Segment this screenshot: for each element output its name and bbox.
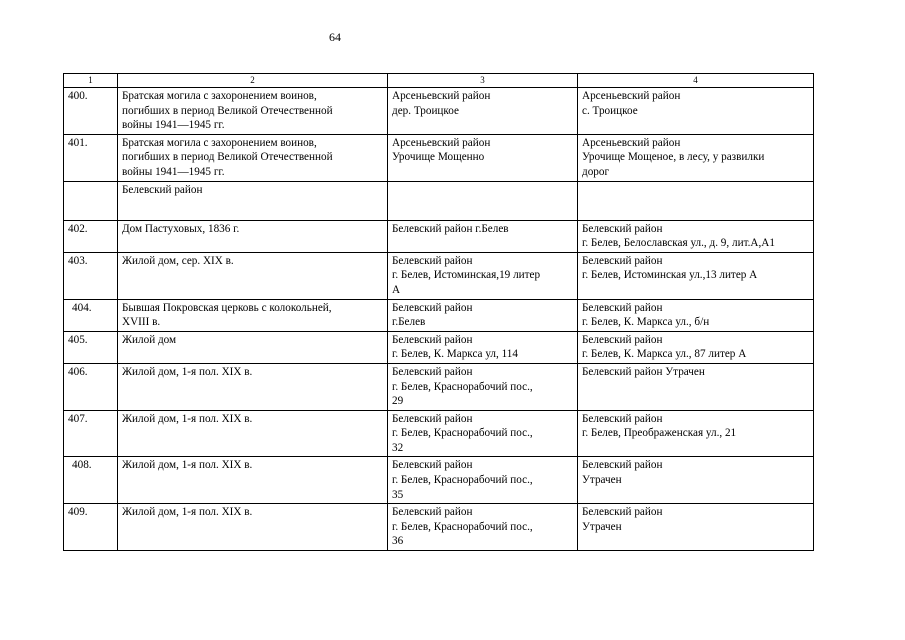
- address-cell: [578, 220, 814, 252]
- row-number: 401.: [64, 134, 118, 181]
- address-cell-line: Белевский район Утрачен: [582, 365, 705, 378]
- address-cell-line: Белевский район: [582, 301, 663, 314]
- monument-name-line: Жилой дом, сер. XIX в.: [122, 254, 234, 267]
- location-cell-line: Урочище Мощенно: [392, 151, 485, 164]
- address-cell-line: Белевский район: [582, 222, 663, 235]
- location-cell: [388, 457, 578, 504]
- address-cell-line: Арсеньевский район: [582, 136, 681, 149]
- monument-name: [118, 220, 388, 252]
- table-row: [64, 331, 814, 363]
- address-cell: [578, 331, 814, 363]
- section-header: [64, 181, 814, 220]
- address-cell: [578, 299, 814, 331]
- address-cell-line: Арсеньевский район: [582, 90, 681, 102]
- row-number: 404.: [64, 299, 118, 331]
- address-cell-line: Белевский район: [582, 412, 663, 425]
- monument-name-line: Жилой дом, 1-я пол. XIX в.: [122, 365, 253, 378]
- section-empty-cell: [578, 181, 814, 220]
- monument-name: [118, 88, 388, 135]
- monument-name: [118, 410, 388, 457]
- monument-name: [118, 363, 388, 410]
- address-cell: [578, 134, 814, 181]
- address-cell-line: Урочище Мощеное, в лесу, у развилки: [582, 151, 765, 164]
- section-num-cell: [64, 181, 118, 220]
- rows-before-section: [64, 88, 814, 182]
- address-cell-line: Белевский район: [582, 506, 663, 519]
- address-cell: [578, 363, 814, 410]
- column-header: 1: [64, 74, 118, 88]
- location-cell: [388, 504, 578, 551]
- monument-name-line: Жилой дом: [122, 333, 177, 346]
- location-cell-line: г. Белев, Краснорабочий пос.,: [392, 427, 533, 440]
- monument-name-line: Жилой дом, 1-я пол. XIX в.: [122, 412, 253, 425]
- section-title: Белевский район: [118, 181, 388, 220]
- address-cell: [578, 252, 814, 299]
- table-row: [64, 134, 814, 181]
- row-number: 403.: [64, 252, 118, 299]
- column-header: 4: [578, 74, 814, 88]
- address-cell-line: г. Белев, Белославская ул., д. 9, лит.А,А1: [582, 237, 775, 250]
- location-cell-line: г. Белев, Краснорабочий пос.,: [392, 474, 533, 487]
- address-cell: [578, 88, 814, 135]
- table-row: [64, 220, 814, 252]
- monument-name-line: Братская могила с захоронением воинов,: [122, 90, 317, 102]
- table-row: [64, 457, 814, 504]
- monument-name: [118, 252, 388, 299]
- page-number: 64: [329, 30, 341, 44]
- column-header: 2: [118, 74, 388, 88]
- location-cell: [388, 299, 578, 331]
- row-number: 407.: [64, 410, 118, 457]
- table-row: [64, 88, 814, 135]
- address-cell: [578, 410, 814, 457]
- monument-name-line: Бывшая Покровская церковь с колокольней,: [122, 301, 332, 314]
- location-cell: [388, 220, 578, 252]
- column-number-row: [64, 74, 814, 88]
- monument-name: [118, 134, 388, 181]
- address-cell-line: дорог: [582, 165, 610, 178]
- location-cell-line: Арсеньевский район: [392, 90, 491, 102]
- location-cell-line: А: [392, 283, 401, 296]
- row-number: 400.: [64, 88, 118, 135]
- section-empty-cell: [388, 181, 578, 220]
- location-cell-line: г. Белев, Истоминская,19 литер: [392, 269, 541, 282]
- location-cell: [388, 410, 578, 457]
- location-cell-line: Белевский район: [392, 365, 473, 378]
- location-cell: [388, 331, 578, 363]
- monument-name: [118, 504, 388, 551]
- location-cell-line: Белевский район: [392, 459, 473, 472]
- address-cell-line: Утрачен: [582, 520, 622, 533]
- monument-name-line: XVIII в.: [122, 316, 161, 329]
- location-cell-line: 29: [392, 395, 404, 408]
- location-cell: [388, 252, 578, 299]
- monument-name-line: войны 1941—1945 гг.: [122, 165, 225, 178]
- address-cell-line: Утрачен: [582, 474, 622, 487]
- rows-after-section: [64, 220, 814, 550]
- location-cell-line: 36: [392, 535, 404, 548]
- monuments-table: [63, 73, 814, 551]
- location-cell-line: дер. Троицкое: [392, 104, 459, 117]
- monument-name-line: Жилой дом, 1-я пол. XIX в.: [122, 506, 253, 519]
- monument-name: [118, 331, 388, 363]
- location-cell: [388, 363, 578, 410]
- table-row: [64, 504, 814, 551]
- location-cell: [388, 88, 578, 135]
- row-number: 409.: [64, 504, 118, 551]
- row-number: 408.: [64, 457, 118, 504]
- monument-name-line: войны 1941—1945 гг.: [122, 119, 225, 132]
- address-cell-line: г. Белев, К. Маркса ул., б/н: [582, 316, 710, 329]
- address-cell-line: г. Белев, Истоминская ул.,13 литер А: [582, 269, 758, 282]
- monument-name-line: погибших в период Великой Отечественной: [122, 151, 333, 164]
- address-cell-line: Белевский район: [582, 254, 663, 267]
- row-number: 406.: [64, 363, 118, 410]
- address-cell-line: Белевский район: [582, 333, 663, 346]
- monument-name: [118, 457, 388, 504]
- location-cell-line: Белевский район: [392, 254, 473, 267]
- address-cell-line: г. Белев, Преображенская ул., 21: [582, 427, 737, 440]
- row-number: 405.: [64, 331, 118, 363]
- location-cell-line: 35: [392, 488, 404, 501]
- address-cell-line: с. Троицкое: [582, 104, 638, 117]
- table-row: [64, 299, 814, 331]
- monument-name-line: погибших в период Великой Отечественной: [122, 104, 333, 117]
- monument-name-line: Жилой дом, 1-я пол. XIX в.: [122, 459, 253, 472]
- table-row: [64, 363, 814, 410]
- address-cell: [578, 457, 814, 504]
- row-number: 402.: [64, 220, 118, 252]
- location-cell-line: Белевский район: [392, 301, 473, 314]
- monument-name: [118, 299, 388, 331]
- monument-name-line: Дом Пастуховых, 1836 г.: [122, 222, 240, 235]
- address-cell: [578, 504, 814, 551]
- column-header: 3: [388, 74, 578, 88]
- location-cell-line: г.Белев: [392, 316, 426, 329]
- location-cell-line: Белевский район г.Белев: [392, 222, 509, 235]
- location-cell-line: г. Белев, Краснорабочий пос.,: [392, 520, 533, 533]
- location-cell-line: 32: [392, 441, 404, 454]
- location-cell-line: Белевский район: [392, 506, 473, 519]
- table-row: [64, 252, 814, 299]
- location-cell-line: Арсеньевский район: [392, 136, 491, 149]
- location-cell-line: Белевский район: [392, 412, 473, 425]
- location-cell-line: Белевский район: [392, 333, 473, 346]
- address-cell-line: г. Белев, К. Маркса ул., 87 литер А: [582, 348, 747, 361]
- location-cell-line: г. Белев, К. Маркса ул, 114: [392, 348, 518, 361]
- monument-name-line: Братская могила с захоронением воинов,: [122, 136, 317, 149]
- address-cell-line: Белевский район: [582, 459, 663, 472]
- location-cell-line: г. Белев, Краснорабочий пос.,: [392, 380, 533, 393]
- table-row: [64, 410, 814, 457]
- location-cell: [388, 134, 578, 181]
- section-row: [64, 181, 814, 220]
